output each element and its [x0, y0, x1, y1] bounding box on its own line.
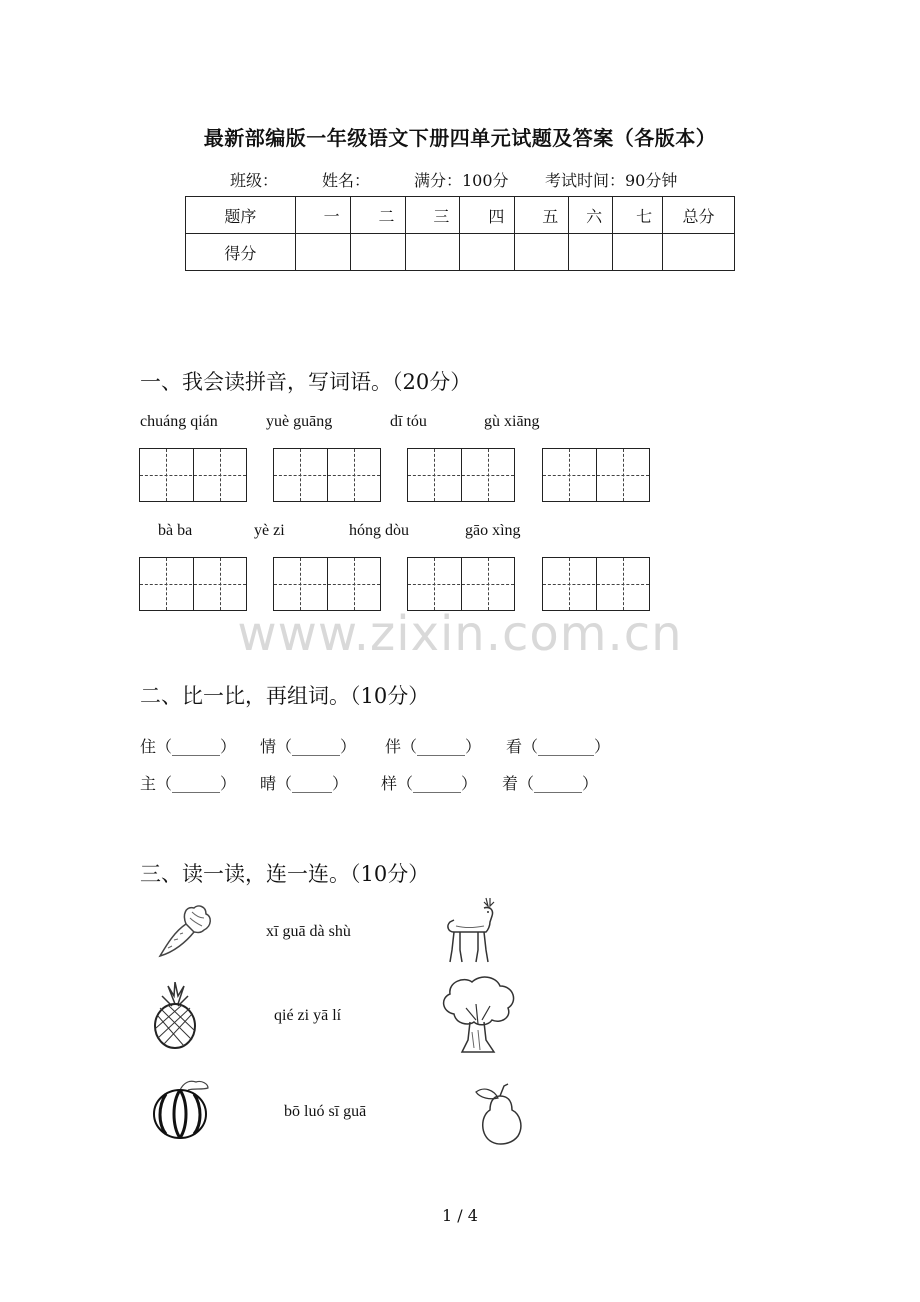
score-header-cell: 四: [460, 197, 515, 234]
score-cell[interactable]: [569, 234, 613, 271]
word-blank[interactable]: 样（______）: [381, 774, 478, 793]
pinyin-label: hóng dòu: [349, 522, 409, 539]
score-row-label: 得分: [186, 234, 296, 271]
pinyin-label: chuáng qián: [140, 413, 218, 430]
word-blank[interactable]: 主（______）: [140, 774, 237, 793]
word-blank[interactable]: 看（_______）: [506, 737, 611, 756]
name-label: 姓名：: [322, 171, 371, 190]
carrot-icon: [152, 902, 216, 964]
score-header-cell: 一: [295, 197, 350, 234]
word-blank[interactable]: 晴（_____）: [260, 774, 349, 793]
writing-grid[interactable]: [139, 448, 247, 502]
writing-grid[interactable]: [407, 557, 515, 611]
exam-time: 考试时间：90分钟: [545, 171, 678, 190]
section3-heading: 三、读一读，连一连。（10分）: [140, 862, 430, 886]
watermark: www.zixin.com.cn: [237, 606, 683, 662]
writing-grid[interactable]: [139, 557, 247, 611]
score-header-cell: 题序: [186, 197, 296, 234]
score-cell[interactable]: [460, 234, 515, 271]
score-table-header-row: [186, 197, 735, 234]
writing-grid[interactable]: [273, 557, 381, 611]
pinyin-label: gāo xìng: [465, 522, 521, 539]
pinyin-label: dī tóu: [390, 413, 427, 430]
score-cell[interactable]: [405, 234, 460, 271]
page-title: 最新部编版一年级语文下册四单元试题及答案（各版本）: [203, 126, 717, 150]
score-cell[interactable]: [613, 234, 663, 271]
word-blank[interactable]: 着（______）: [502, 774, 599, 793]
writing-grid[interactable]: [407, 448, 515, 502]
score-header-cell: 六: [569, 197, 613, 234]
pinyin-label: gù xiāng: [484, 413, 540, 430]
word-blank[interactable]: 情（______）: [260, 737, 357, 756]
score-cell[interactable]: [295, 234, 350, 271]
score-cell[interactable]: [350, 234, 405, 271]
word-blank[interactable]: 伴（______）: [385, 737, 482, 756]
score-header-cell: 总分: [663, 197, 735, 234]
match-word: bō luó sī guā: [284, 1103, 367, 1120]
pinyin-label: yè zi: [254, 522, 285, 539]
pinyin-label: yuè guāng: [266, 413, 333, 430]
score-table: [185, 196, 735, 271]
match-word: qié zi yā lí: [274, 1007, 342, 1024]
writing-grid[interactable]: [273, 448, 381, 502]
word-blank[interactable]: 住（______）: [140, 737, 237, 756]
writing-grid[interactable]: [542, 557, 650, 611]
score-cell[interactable]: [663, 234, 735, 271]
score-cell[interactable]: [515, 234, 569, 271]
pinyin-label: bà ba: [158, 522, 193, 539]
score-header-cell: 五: [515, 197, 569, 234]
watermelon-icon: [150, 1078, 214, 1140]
full-score: 满分：100分: [414, 171, 509, 190]
section1-heading: 一、我会读拼音，写词语。（20分）: [140, 370, 472, 394]
section2-heading: 二、比一比，再组词。（10分）: [140, 684, 430, 708]
pineapple-icon: [150, 982, 200, 1050]
match-word: xī guā dà shù: [266, 923, 351, 940]
score-table-score-row: [186, 234, 735, 271]
tree-icon: [436, 974, 520, 1056]
pear-icon: [466, 1082, 528, 1146]
page-number: 1 / 4: [442, 1206, 478, 1225]
deer-icon: [440, 896, 504, 968]
class-label: 班级：: [230, 171, 279, 190]
score-header-cell: 二: [350, 197, 405, 234]
score-header-cell: 七: [613, 197, 663, 234]
writing-grid[interactable]: [542, 448, 650, 502]
score-header-cell: 三: [405, 197, 460, 234]
